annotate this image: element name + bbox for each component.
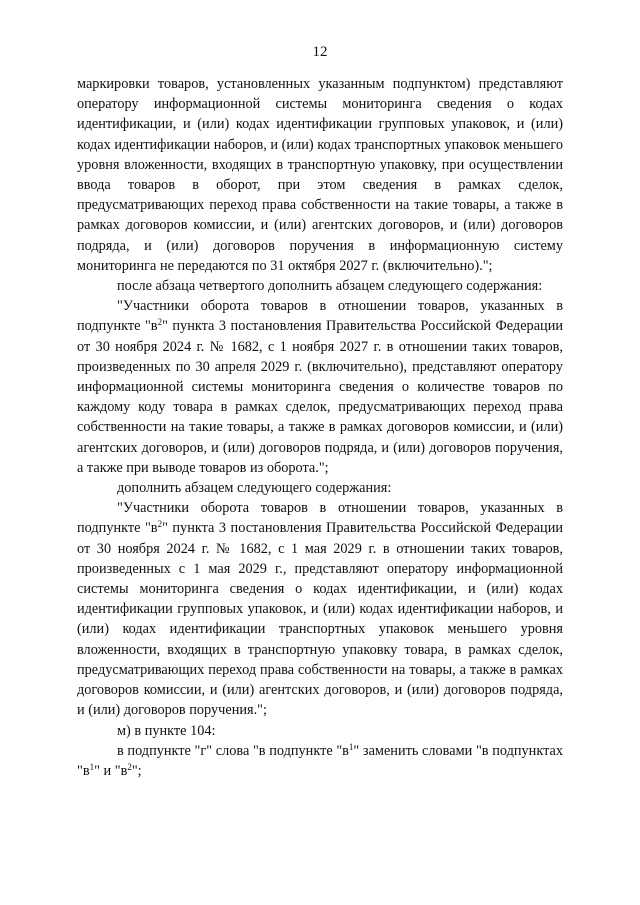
text-segment: ";: [131, 762, 142, 779]
superscript: 1: [348, 741, 354, 752]
paragraph-instruction-1: после абзаца четвертого дополнить абзацем следующего содержания:: [117, 278, 543, 295]
superscript: 2: [157, 519, 163, 530]
text-segment: в подпункте "г" слова "в подпункте "в: [117, 742, 349, 759]
paragraph-replacement: [77, 741, 563, 781]
page-number: 12: [312, 44, 328, 60]
paragraph-instruction-2: дополнить абзацем следующего содержания:: [117, 480, 392, 497]
paragraph-continuation: маркировки товаров, установленных указанным подпунктом) представляют оператору информационной системы мониторинга сведения о кодах идентификации, и (или) кодах идентификации групповых упаковок, и (или) кодах идентификации наборов, и (или) кодах транспортных упаковок меньшего уровня вложенности, входящих в транспортную упаковку, при осуществлении ввода товаров в оборот, при этом сведения в рамках сделок, предусматривающих переход права собственности на такие товары, а также в рамках договоров комиссии, и (или) агентских договоров, и (или) договоров подряда, и (или) договоров поручения в информационную систему мониторинга не передаются по 31 октября 2027 г. (включительно).";: [77, 76, 563, 274]
text-segment: " заменить словами "в подпунктах "в: [77, 742, 563, 779]
superscript: 2: [127, 761, 132, 772]
paragraph-quote-1: [77, 296, 563, 478]
document-body: [77, 74, 563, 781]
superscript: 2: [157, 317, 163, 328]
superscript: 1: [89, 761, 95, 772]
paragraph-quote-2: [77, 498, 563, 720]
text-segment: " и "в: [94, 762, 128, 779]
text-segment: " пункта 3 постановления Правительства Российской Федерации от 30 ноября 2024 г. № 1682, с 1 ноября 2027 г. в отношении таких товаров, произведенных по 30 апреля 2029 г. (включительно), представляют оператору информационной системы мониторинга сведения о количестве товаров по каждому коду товара в рамках сделок, предусматривающих переход права собственности на такие товары, а также в рамках договоров комиссии, и (или) агентских договоров, и (или) договоров подряда, и (или) договоров поручения, а также при выводе товаров из оборота.";: [77, 318, 564, 476]
text-segment: "Участники оборота товаров в отношении товаров, указанных в подпункте "в: [77, 500, 563, 537]
text-segment: "Участники оборота товаров в отношении товаров, указанных в подпункте "в: [77, 298, 563, 335]
text-segment: " пункта 3 постановления Правительства Российской Федерации от 30 ноября 2024 г. № 1682, с 1 мая 2029 г. в отношении таких товаров, произведенных с 1 мая 2029 г., представляют оператору информационной системы мониторинга сведения о кодах идентификации, и (или) кодах идентификации групповых упаковок, и (или) кодах идентификации наборов, и (или) кодах идентификации транспортных упаковок меньшего уровня вложенности, входящих в транспортную упаковку товара, в рамках сделок, предусматривающих переход права собственности на товары, а также в рамках договоров комиссии, и (или) агентских договоров, и (или) договоров подряда, и (или) договоров поручения.";: [77, 520, 564, 719]
paragraph-item-m: м) в пункте 104:: [117, 722, 216, 739]
